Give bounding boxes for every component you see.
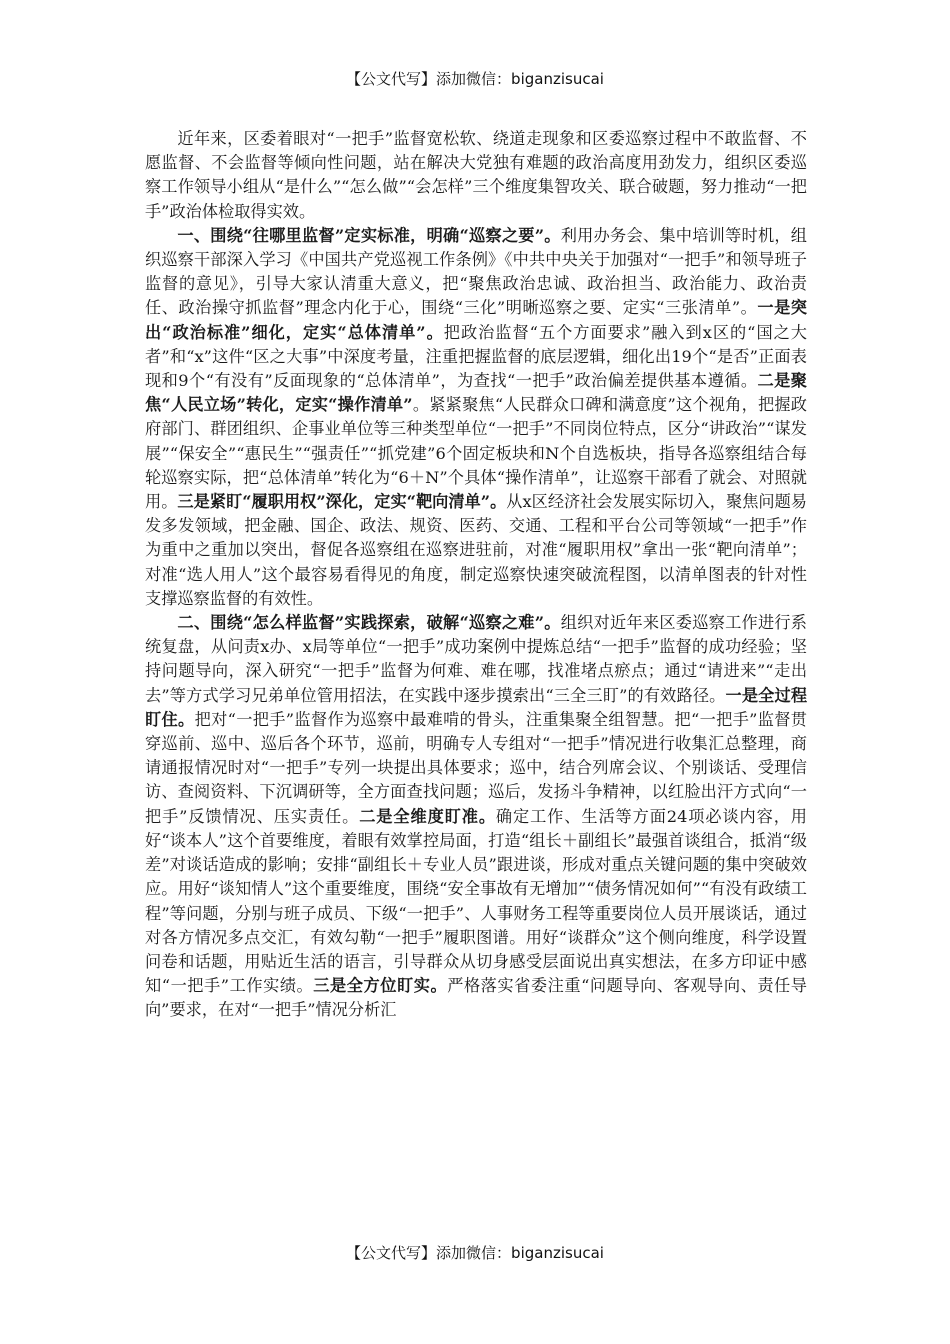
section-1-paragraph xyxy=(145,224,807,611)
section-2-paragraph xyxy=(145,611,807,1022)
document-body xyxy=(145,127,807,1023)
section-1-text-4: 从x区经济社会发展实际切入，聚焦问题易发多发领域，把金融、国企、政法、规资、医药、交通、工程和平台公司等领域“一把手”作为重中之重加以突出，督促各巡察组在巡察进驻前，对准“履职用权”拿出一张“靶向清单”；对准“选人用人”这个最容易看得见的角度，制定巡察快速突破流程图，以清单图表的针对性支撑巡察监督的有效性。 xyxy=(145,492,807,608)
section-1-point-3: 三是紧盯“履职用权”深化，定实“靶向清单”。 xyxy=(177,492,507,512)
section-2-point-1: 一是全过程盯住。 xyxy=(145,685,808,729)
section-1-point-2: 二是聚焦“人民立场”转化，定实“操作清单” xyxy=(145,371,807,415)
section-2-text-2: 把对“一把手”监督作为巡察中最难啃的骨头，注重集聚全组智慧。把“一把手”监督贯穿巡前、巡中、巡后各个环节，巡前，明确专人专组对“一把手”情况进行收集汇总整理，商请通报情况时对“一把手”专列一块提出具体要求；巡中，结合列席会议、个别谈话、受理信访、查阅资料、下沉调研等，全方面查找问题；巡后，发扬斗争精神，以红脸出汗方式向“一把手”反馈情况、压实责任。 xyxy=(145,709,807,826)
intro-paragraph: 近年来，区委着眼对“一把手”监督宽松软、绕道走现象和区委巡察过程中不敢监督、不愿监督、不会监督等倾向性问题，站在解决大党独有难题的政治高度用劲发力，组织区委巡察工作领导小组从“是什么”“怎么做”“会怎样”三个维度集智攻关、联合破题，努力推动“一把手”政治体检取得实效。 xyxy=(145,129,807,221)
section-2-text-4: 严格落实省委注重“问题导向、客观导向、责任导向”要求，在对“一把手”情况分析汇 xyxy=(145,976,807,1020)
section-1-text-1: 利用办务会、集中培训等时机，组织巡察干部深入学习《中国共产党巡视工作条例》《中共中央关于加强对“一把手”和领导班子监督的意见》，引导大家认清重大意义，把“聚焦政治忠诚、政治担当、政治能力、政治责任、政治操守抓监督”理念内化于心，围绕“三化”明晰巡察之要、定实“三张清单”。 xyxy=(145,225,807,318)
section-2-point-2: 二是全维度盯准。 xyxy=(359,806,496,826)
section-1-text-2: 把政治监督“五个方面要求”融入到x区的“国之大者”和“x”这件“区之大事”中深度考量，注重把握监督的底层逻辑，细化出19个“是否”正面表现和9个“有没有”反面现象的“总体清单”，为查找“一把手”政治偏差提供基本遵循。 xyxy=(145,322,807,391)
section-2-point-3: 三是全方位盯实。 xyxy=(313,976,448,996)
section-2-text-1: 组织对近年来区委巡察工作进行系统复盘，从问责x办、x局等单位“一把手”成功案例中提炼总结“一把手”监督的成功经验；坚持问题导向，深入研究“一把手”监督为何难、难在哪，找准堵点瘀点；通过“请进来”“走出去”等方式学习兄弟单位管用招法，在实践中逐步摸索出“三全三盯”的有效路径。 xyxy=(145,613,807,705)
section-1-heading: 一、围绕“往哪里监督”定实标准，明确“巡察之要”。 xyxy=(177,225,561,245)
page-footer: 【公文代写】添加微信：biganzisucai xyxy=(346,1244,604,1262)
section-2-heading: 二、围绕“怎么样监督”实践探索，破解“巡察之难”。 xyxy=(177,613,561,633)
section-1-point-1: 一是突出“政治标准”细化，定实“总体清单”。 xyxy=(145,298,807,342)
section-2-text-3: 确定工作、生活等方面24项必谈内容，用好“谈本人”这个首要维度，着眼有效掌控局面，打造“组长＋副组长”最强首谈组合，抵消“级差”对谈话造成的影响；安排“副组长＋专业人员”跟进谈，形成对重点关键问题的集中突破效应。用好“谈知情人”这个重要维度，围绕“安全事故有无增加”“债务情况如何”“有没有政绩工程”等问题，分别与班子成员、下级“一把手”、人事财务工程等重要岗位人员开展谈话，通过对各方情况多点交汇，有效勾勒“一把手”履职图谱。用好“谈群众”这个侧向维度，科学设置问卷和话题，用贴近生活的语言，引导群众从切身感受层面说出真实想法，在多方印证中感知“一把手”工作实绩。 xyxy=(145,806,807,996)
page-header: 【公文代写】添加微信：biganzisucai xyxy=(346,70,604,88)
section-1-text-3: 。紧紧聚焦“人民群众口碑和满意度”这个视角，把握政府部门、群团组织、企事业单位等三种类型单位“一把手”不同岗位特点，区分“讲政治”“谋发展”“保安全”“惠民生”“强责任”“抓党建”6个固定板块和N个自选板块，指导各巡察组结合每轮巡察实际，把“总体清单”转化为“6＋N”个具体“操作清单”，让巡察干部看了就会、对照就用。 xyxy=(145,395,807,512)
